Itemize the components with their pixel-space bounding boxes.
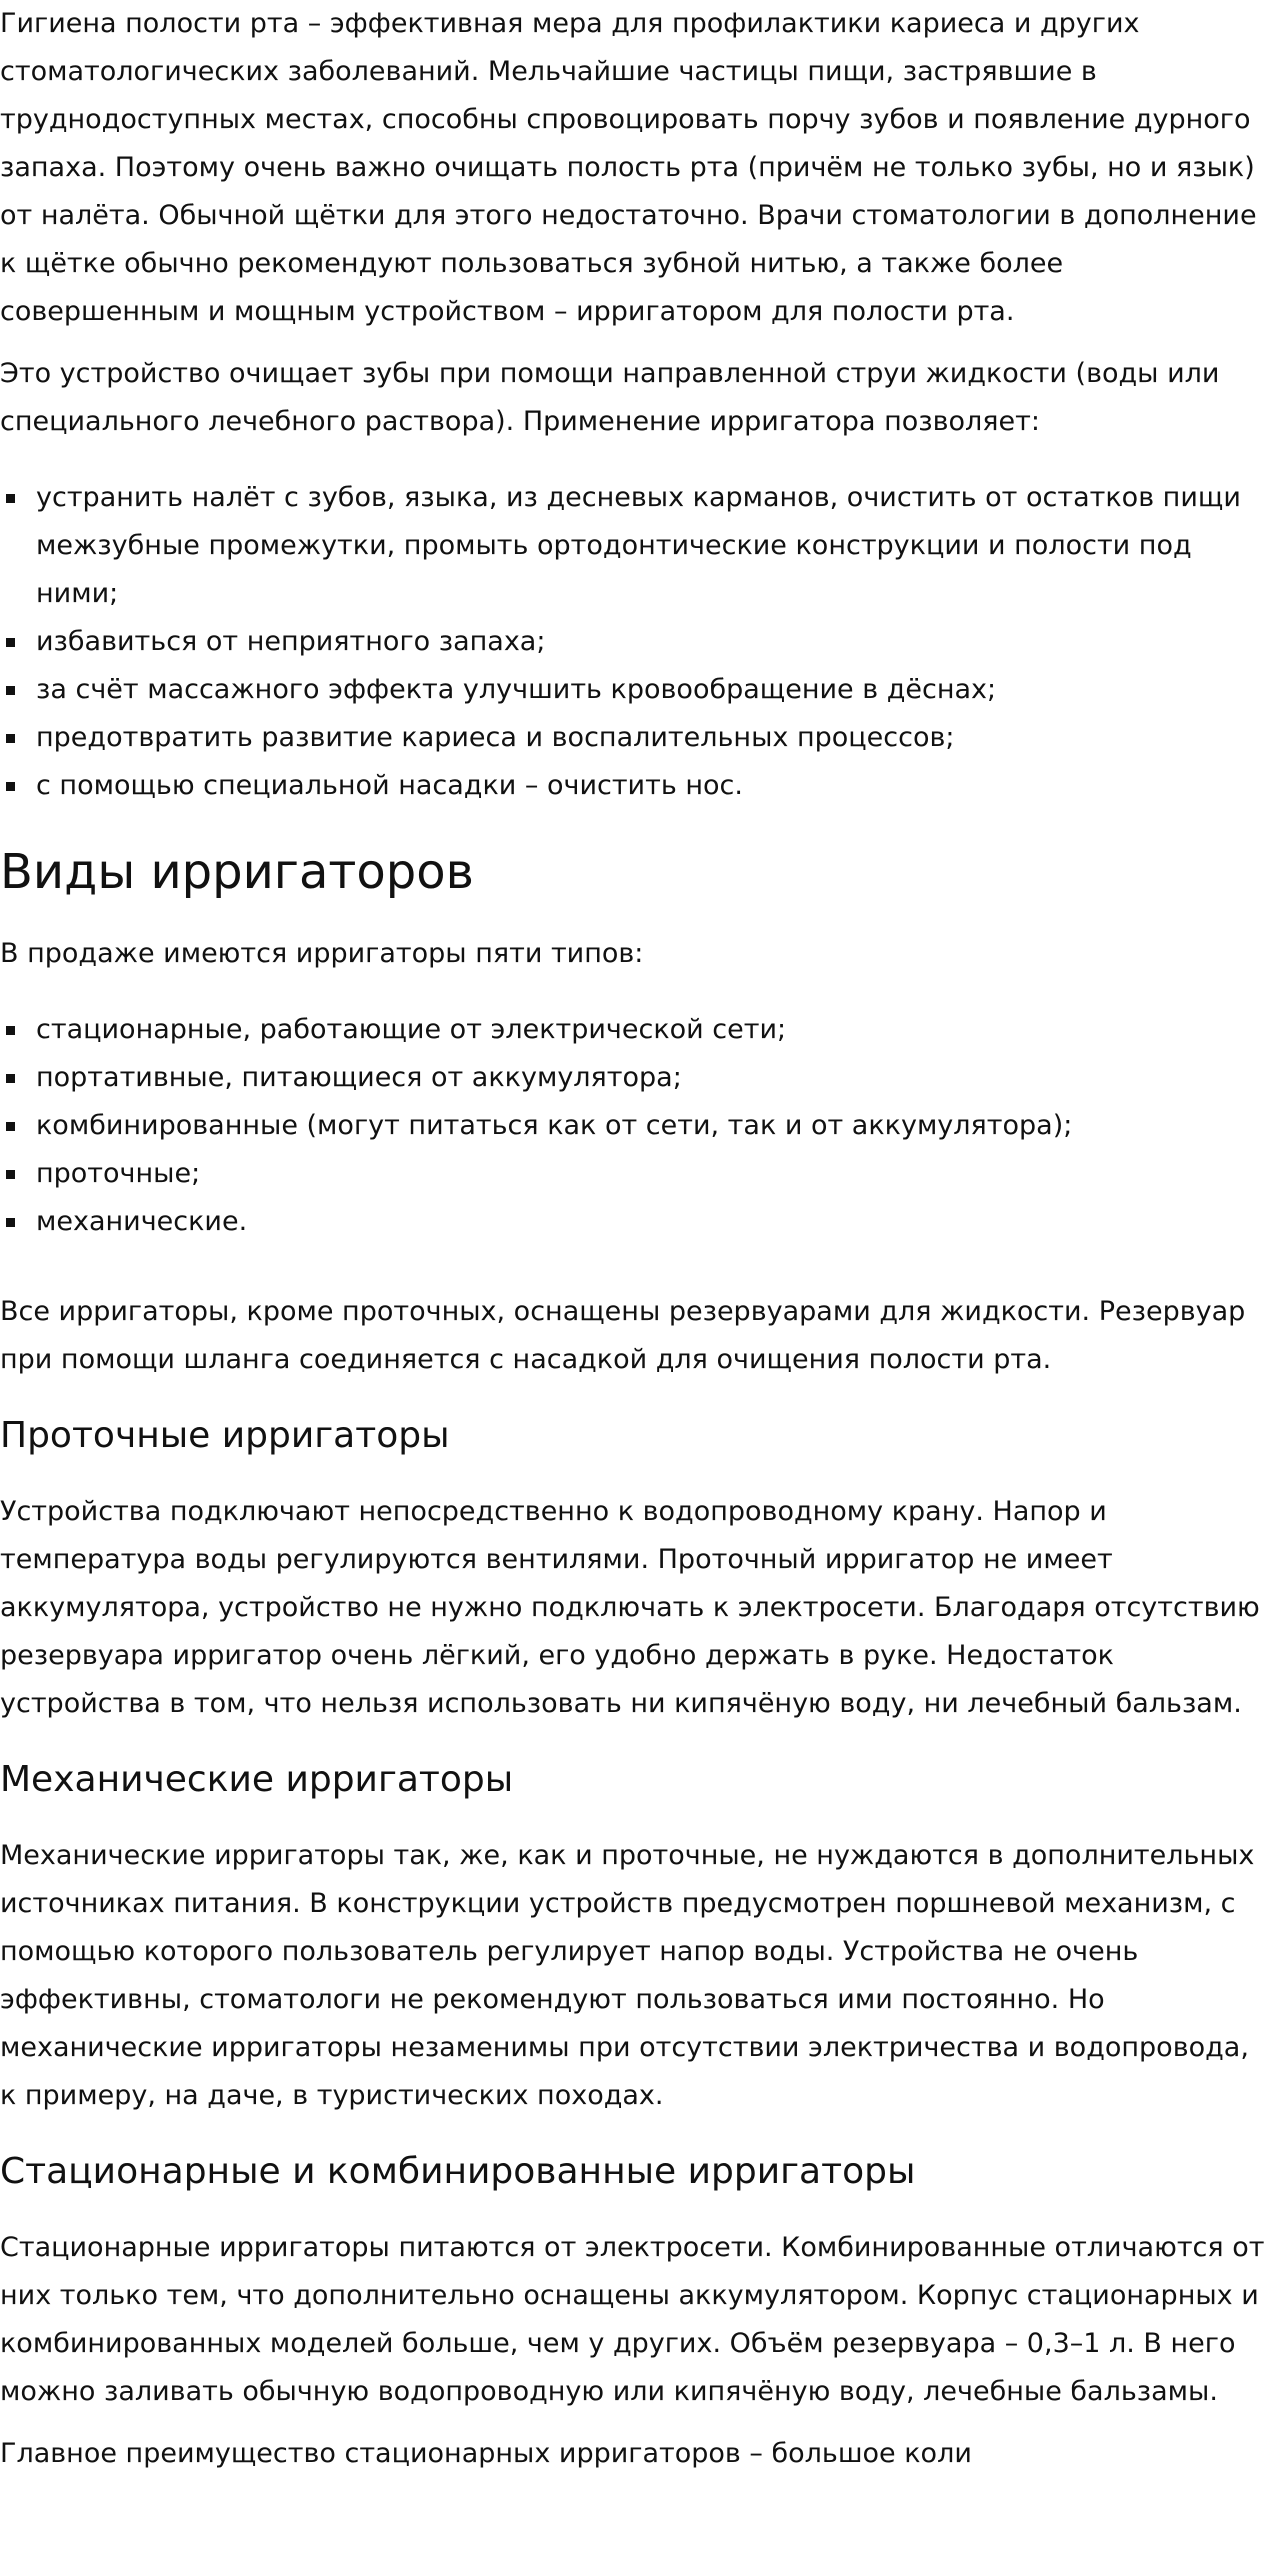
- mechanical-heading: Механические ирригаторы: [0, 1759, 514, 1800]
- stationary-paragraph: Стационарные ирригаторы питаются от электросети. Комбинированные отличаются от них только тем, что дополнительно оснащены аккумулятором. Корпус стационарных и комбинированных моделей больше, чем у других. Объём резервуара – 0,3–1 л. В него можно заливать обычную водопроводную или кипячёную воду, лечебные бальзамы.: [0, 2232, 1265, 2407]
- list-item: стационарные, работающие от электрической сети;: [0, 1006, 1270, 1054]
- list-item: с помощью специальной насадки – очистить нос.: [0, 762, 1270, 810]
- types-intro: В продаже имеются ирригаторы пяти типов:: [0, 938, 644, 969]
- list-item: устранить налёт с зубов, языка, из десневых карманов, очистить от остатков пищи межзубные промежутки, промыть ортодонтические конструкции и полости под ними;: [0, 474, 1270, 618]
- list-item: за счёт массажного эффекта улучшить кровообращение в дёснах;: [0, 666, 1270, 714]
- intro-paragraph: Гигиена полости рта – эффективная мера для профилактики кариеса и других стоматологических заболеваний. Мельчайшие частицы пищи, застрявшие в труднодоступных местах, способны спровоцировать порчу зубов и появление дурного запаха. Поэтому очень важно очищать полость рта (причём не только зубы, но и язык) от налёта. Обычной щётки для этого недостаточно. Врачи стоматологии в дополнение к щётке обычно рекомендуют пользоваться зубной нитью, а также более совершенным и мощным устройством – ирригатором для полости рта.: [0, 8, 1257, 327]
- list-item: проточные;: [0, 1150, 1270, 1198]
- reservoir-paragraph: Все ирригаторы, кроме проточных, оснащены резервуарами для жидкости. Резервуар при помощи шланга соединяется с насадкой для очищения полости рта.: [0, 1296, 1246, 1375]
- types-heading: Виды ирригаторов: [0, 844, 474, 900]
- benefits-list: [0, 474, 1270, 810]
- flow-paragraph: Устройства подключают непосредственно к водопроводному крану. Напор и температура воды регулируются вентилями. Проточный ирригатор не имеет аккумулятора, устройство не нужно подключать к электросети. Благодаря отсутствию резервуара ирригатор очень лёгкий, его удобно держать в руке. Недостаток устройства в том, что нельзя использовать ни кипячёную воду, ни лечебный бальзам.: [0, 1496, 1260, 1719]
- device-paragraph: Это устройство очищает зубы при помощи направленной струи жидкости (воды или специального лечебного раствора). Применение ирригатора позволяет:: [0, 358, 1220, 437]
- list-item: механические.: [0, 1198, 1270, 1246]
- list-spacer: [0, 1260, 1270, 1288]
- list-item: комбинированные (могут питаться как от сети, так и от аккумулятора);: [0, 1102, 1270, 1150]
- list-item: предотвратить развитие кариеса и воспалительных процессов;: [0, 714, 1270, 762]
- mechanical-paragraph: Механические ирригаторы так, же, как и проточные, не нуждаются в дополнительных источниках питания. В конструкции устройств предусмотрен поршневой механизм, с помощью которого пользователь регулирует напор воды. Устройства не очень эффективны, стоматологи не рекомендуют пользоваться ими постоянно. Но механические ирригаторы незаменимы при отсутствии электричества и водопровода, к примеру, на даче, в туристических походах.: [0, 1840, 1255, 2111]
- flow-heading: Проточные ирригаторы: [0, 1415, 450, 1456]
- types-list: [0, 1006, 1270, 1246]
- list-item: портативные, питающиеся от аккумулятора;: [0, 1054, 1270, 1102]
- last-paragraph-partial: Главное преимущество стационарных ирригаторов – большое коли: [0, 2438, 972, 2469]
- list-item: избавиться от неприятного запаха;: [0, 618, 1270, 666]
- stationary-heading: Стационарные и комбинированные ирригаторы: [0, 2151, 916, 2192]
